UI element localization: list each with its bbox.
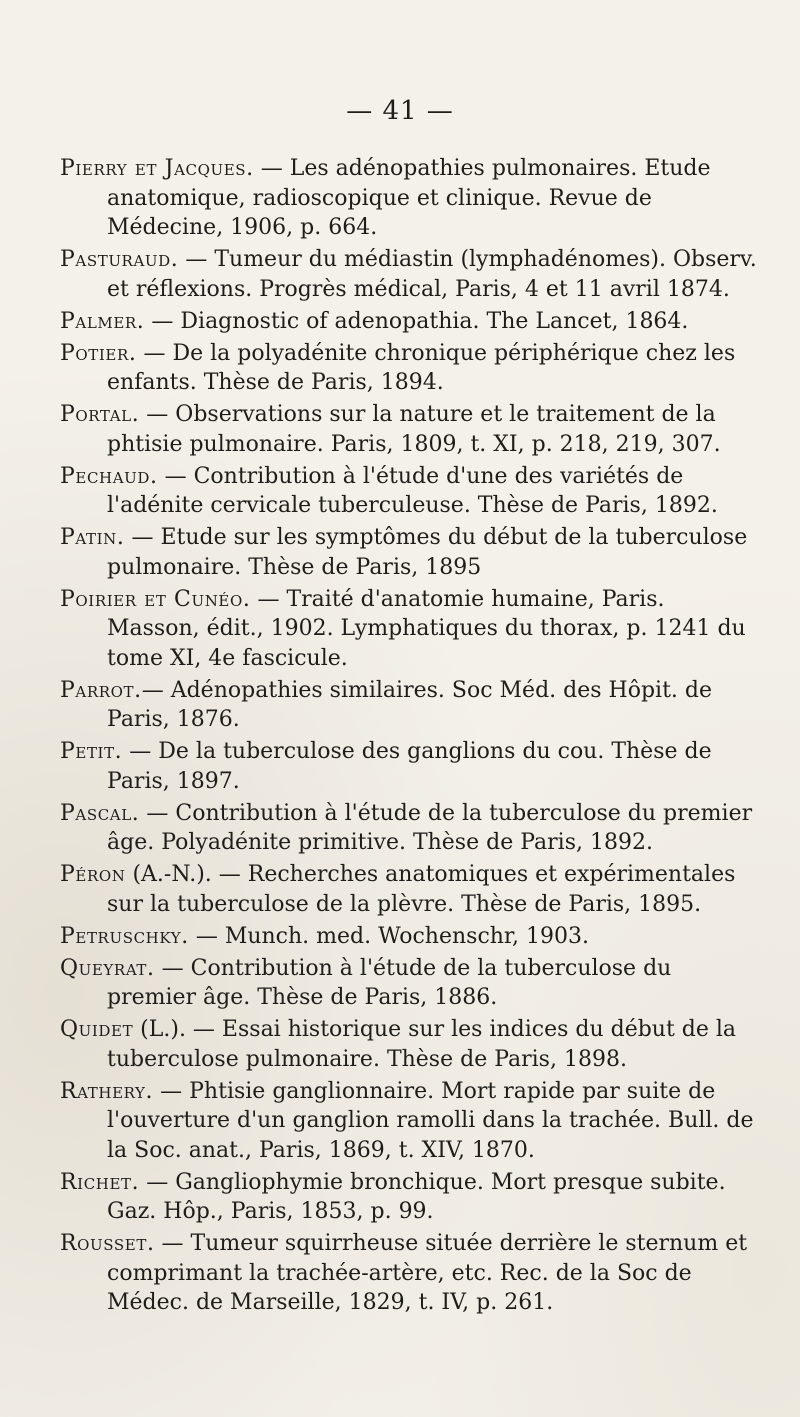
bibliography-entry <box>60 523 760 582</box>
entry-author: Poirier et Cunéo. <box>60 586 251 612</box>
bibliography-entry <box>60 799 760 858</box>
entry-author: Portal. <box>60 402 140 427</box>
bibliography-list <box>60 154 760 1320</box>
bibliography-entry <box>60 1077 760 1166</box>
entry-text: (A.-N.). — Recherches anatomiques et expérimentales sur la tuberculose de la plèvre. Thèse de Paris, 1895. <box>107 862 736 917</box>
entry-text: — Contribution à l'étude de la tuberculose du premier âge. Polyadénite primitive. Thèse de Paris, 1892. <box>107 800 753 855</box>
bibliography-entry <box>60 922 760 952</box>
bibliography-entry <box>60 737 760 796</box>
entry-text: — Traité d'anatomie humaine, Paris. Masson, édit., 1902. Lymphatiques du thorax, p. 1241 du tome XI, 4e fascicule. <box>107 586 746 671</box>
bibliography-entry <box>60 1229 760 1318</box>
bibliography-entry <box>60 245 760 304</box>
entry-text: — Tumeur du médiastin (lymphadénomes). Observ. et réflexions. Progrès médical, Paris, 4 et 11 avril 1874. <box>107 247 757 302</box>
entry-text: — Munch. med. Wochenschr, 1903. <box>188 923 589 949</box>
entry-author: Quidet <box>60 1017 134 1042</box>
entry-author: Pascal. <box>60 800 140 826</box>
entry-author: Petit. <box>60 739 123 764</box>
bibliography-entry <box>60 339 760 398</box>
entry-author: Parrot. <box>60 677 142 703</box>
bibliography-entry <box>60 954 760 1013</box>
bibliography-entry <box>60 1015 760 1074</box>
entry-author: Rathery. <box>60 1078 154 1104</box>
bibliography-entry <box>60 860 760 919</box>
page-number: — 41 — <box>346 96 454 126</box>
entry-text: — Contribution à l'étude de la tuberculose du premier âge. Thèse de Paris, 1886. <box>107 955 672 1010</box>
entry-text: — Phtisie ganglionnaire. Mort rapide par suite de l'ouverture d'un ganglion ramolli dans la trachée. Bull. de la Soc. anat., Paris, 1869, t. XIV, 1870. <box>107 1078 754 1163</box>
entry-text: — Diagnostic of adenopathia. The Lancet, 1864. <box>144 308 689 334</box>
entry-author: Pasturaud. <box>60 247 179 272</box>
entry-text: — Observations sur la nature et le traitement de la phtisie pulmonaire. Paris, 1809, t. XI, p. 218, 219, 307. <box>107 402 721 457</box>
bibliography-entry <box>60 154 760 243</box>
entry-text: — Gangliophymie bronchique. Mort presque subite. Gaz. Hôp., Paris, 1853, p. 99. <box>107 1169 726 1224</box>
entry-text: — De la polyadénite chronique périphérique chez les enfants. Thèse de Paris, 1894. <box>107 340 736 395</box>
bibliography-entry <box>60 1168 760 1227</box>
bibliography-entry <box>60 462 760 521</box>
bibliography-entry <box>60 585 760 674</box>
bibliography-entry <box>60 400 760 459</box>
entry-author: Queyrat. <box>60 955 155 981</box>
entry-author: Petruschky. <box>60 923 189 949</box>
entry-text: — Contribution à l'étude d'une des variétés de l'adénite cervicale tuberculeuse. Thèse de Paris, 1892. <box>107 463 718 518</box>
entry-author: Palmer. <box>60 308 145 334</box>
entry-text: — Etude sur les symptômes du début de la tuberculose pulmonaire. Thèse de Paris, 1895 <box>107 525 748 580</box>
entry-text: — Les adénopathies pulmonaires. Etude anatomique, radioscopique et clinique. Revue de Médecine, 1906, p. 664. <box>107 156 711 240</box>
bibliography-entry <box>60 307 760 337</box>
entry-author: Potier. <box>60 340 137 366</box>
entry-author: Richet. <box>60 1169 140 1195</box>
entry-author: Rousset. <box>60 1231 155 1256</box>
entry-text: — De la tuberculose des ganglions du cou. Thèse de Paris, 1897. <box>107 739 712 794</box>
entry-author: Péron <box>60 862 126 887</box>
entry-author: Pierry et Jacques. <box>60 156 254 181</box>
entry-author: Pechaud. <box>60 463 158 489</box>
entry-text: — Adénopathies similaires. Soc Méd. des Hôpit. de Paris, 1876. <box>107 677 712 732</box>
entry-text: — Tumeur squirrheuse située derrière le sternum et comprimant la trachée-artère, etc. Rec. de la Soc de Médec. de Marseille, 1829, t. IV, p. 261. <box>107 1231 748 1315</box>
entry-text: (L.). — Essai historique sur les indices du début de la tuberculose pulmonaire. Thèse de Paris, 1898. <box>107 1017 737 1072</box>
bibliography-entry <box>60 676 760 735</box>
entry-author: Patin. <box>60 525 125 550</box>
